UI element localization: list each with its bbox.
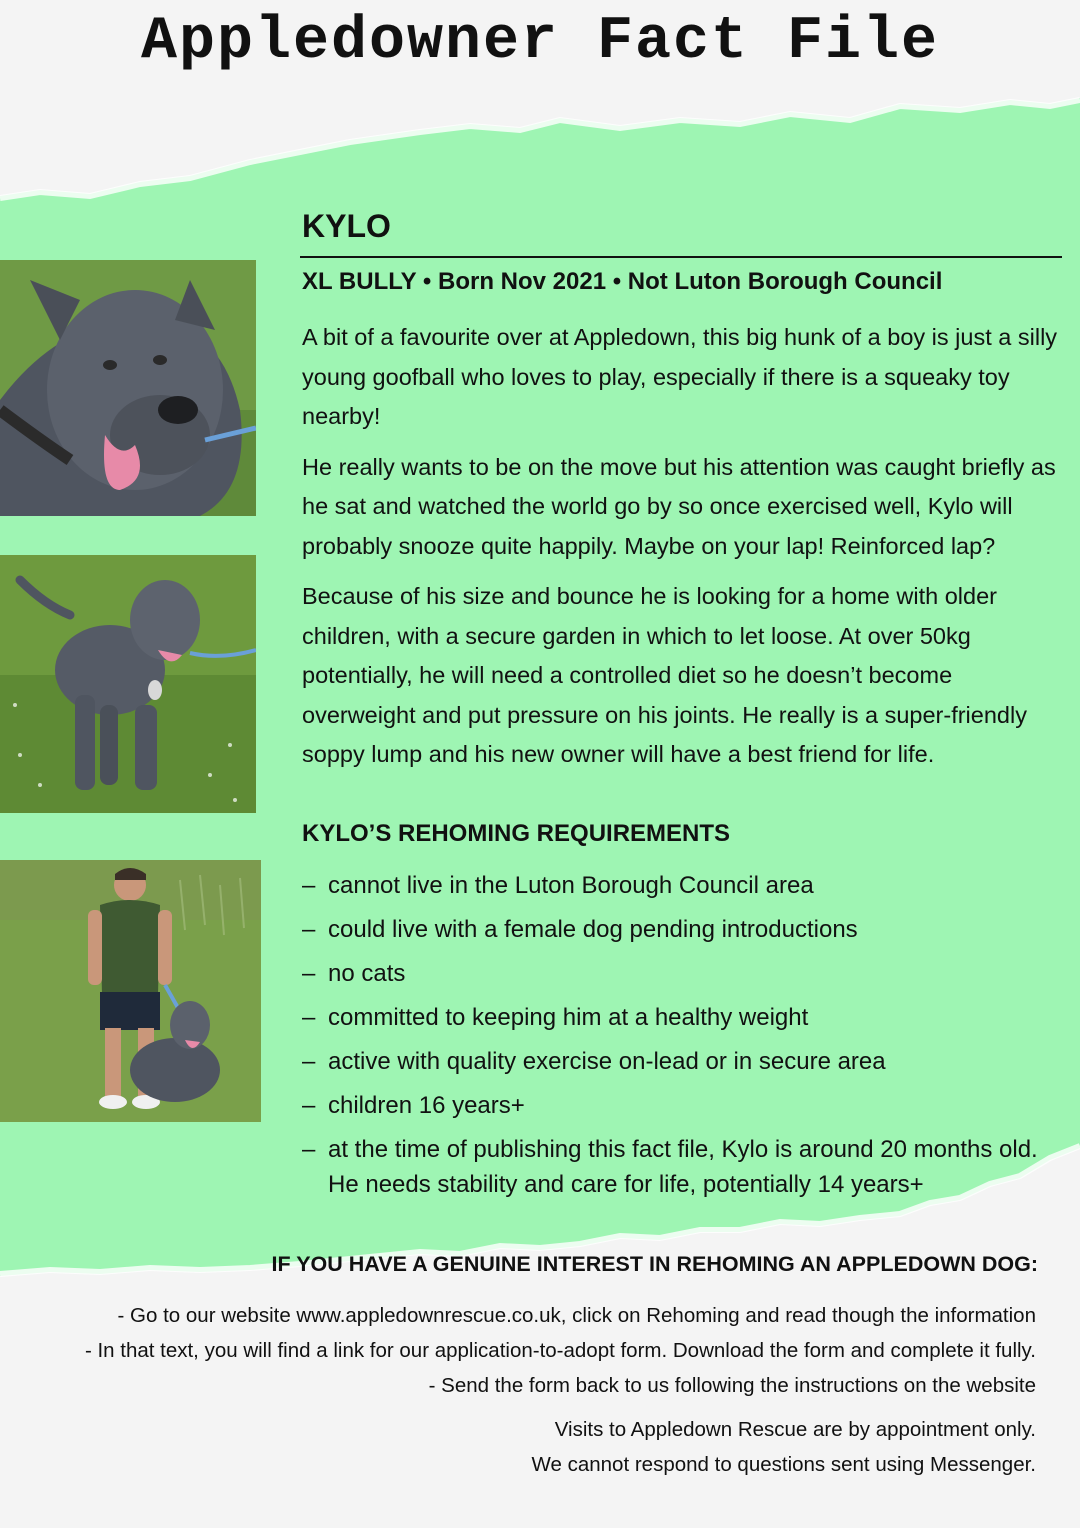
requirement-text: active with quality exercise on-lead or in secure area: [328, 1048, 886, 1075]
list-item: [302, 1044, 1052, 1079]
description-paragraph: He really wants to be on the move but his attention was caught briefly as he sat and watched the world go by so once exercised well, Kylo will probably snooze quite happily. Maybe on your lap! Reinforced lap?: [302, 453, 1056, 559]
requirement-text: no cats: [328, 960, 406, 987]
photo-dog-standing: [0, 555, 256, 813]
requirement-text: children 16 years+: [328, 1092, 525, 1119]
list-item: [302, 868, 1052, 903]
visit-notes: [532, 1412, 1036, 1482]
list-item: [302, 912, 1052, 947]
page-title: Appledowner Fact File: [140, 8, 940, 76]
list-item: [302, 1132, 1052, 1202]
requirement-text: could live with a female dog pending introductions: [328, 916, 858, 943]
dash-bullet: –: [302, 960, 316, 987]
step-text: - In that text, you will find a link for our application-to-adopt form. Download the form and complete it fully.: [84, 1339, 1036, 1362]
interest-heading: IF YOU HAVE A GENUINE INTEREST IN REHOMING AN APPLEDOWN DOG:: [271, 1252, 1038, 1276]
step-text: - Send the form back to us following the instructions on the website: [428, 1374, 1036, 1397]
photo-man-with-dog: [0, 860, 261, 1122]
dash-bullet: –: [302, 916, 316, 943]
requirement-text: at the time of publishing this fact file, Kylo is around 20 months old. He needs stability and care for life, potentially 14 years+: [328, 1136, 1038, 1198]
dash-bullet: –: [302, 1004, 316, 1031]
requirements-heading: KYLO’S REHOMING REQUIREMENTS: [302, 820, 731, 847]
requirement-text: committed to keeping him at a healthy weight: [328, 1004, 809, 1031]
list-item: [302, 1000, 1052, 1035]
step-text: - Go to our website www.appledownrescue.co.uk, click on Rehoming and read though the information: [117, 1304, 1036, 1327]
requirements-list: [302, 868, 1052, 1211]
dash-bullet: –: [302, 1048, 316, 1075]
description-paragraph: A bit of a favourite over at Appledown, this big hunk of a boy is just a silly young goofball who loves to play, especially if there is a squeaky toy nearby!: [302, 324, 1058, 429]
dog-subtitle: XL BULLY • Born Nov 2021 • Not Luton Borough Council: [302, 268, 943, 295]
photo-dog-head: [0, 260, 256, 516]
dog-name: KYLO: [302, 208, 391, 244]
note-text: We cannot respond to questions sent using Messenger.: [531, 1453, 1036, 1476]
dash-bullet: –: [302, 1092, 316, 1119]
description-paragraph: Because of his size and bounce he is looking for a home with older children, with a secure garden in which to let loose. At over 50kg potentially, he will need a controlled diet so he doesn’t become overweight and put pressure on his joints. He really is a super-friendly soppy lump and his new owner will have a best friend for life.: [302, 583, 1027, 767]
rehoming-steps: [85, 1298, 1036, 1403]
list-item: [302, 1088, 1052, 1123]
divider: [300, 256, 1062, 258]
requirement-text: cannot live in the Luton Borough Council area: [328, 872, 814, 899]
note-text: Visits to Appledown Rescue are by appointment only.: [554, 1418, 1036, 1441]
list-item: [302, 956, 1052, 991]
dog-description: [302, 318, 1067, 786]
dash-bullet: –: [302, 872, 316, 899]
dash-bullet: –: [302, 1136, 316, 1163]
